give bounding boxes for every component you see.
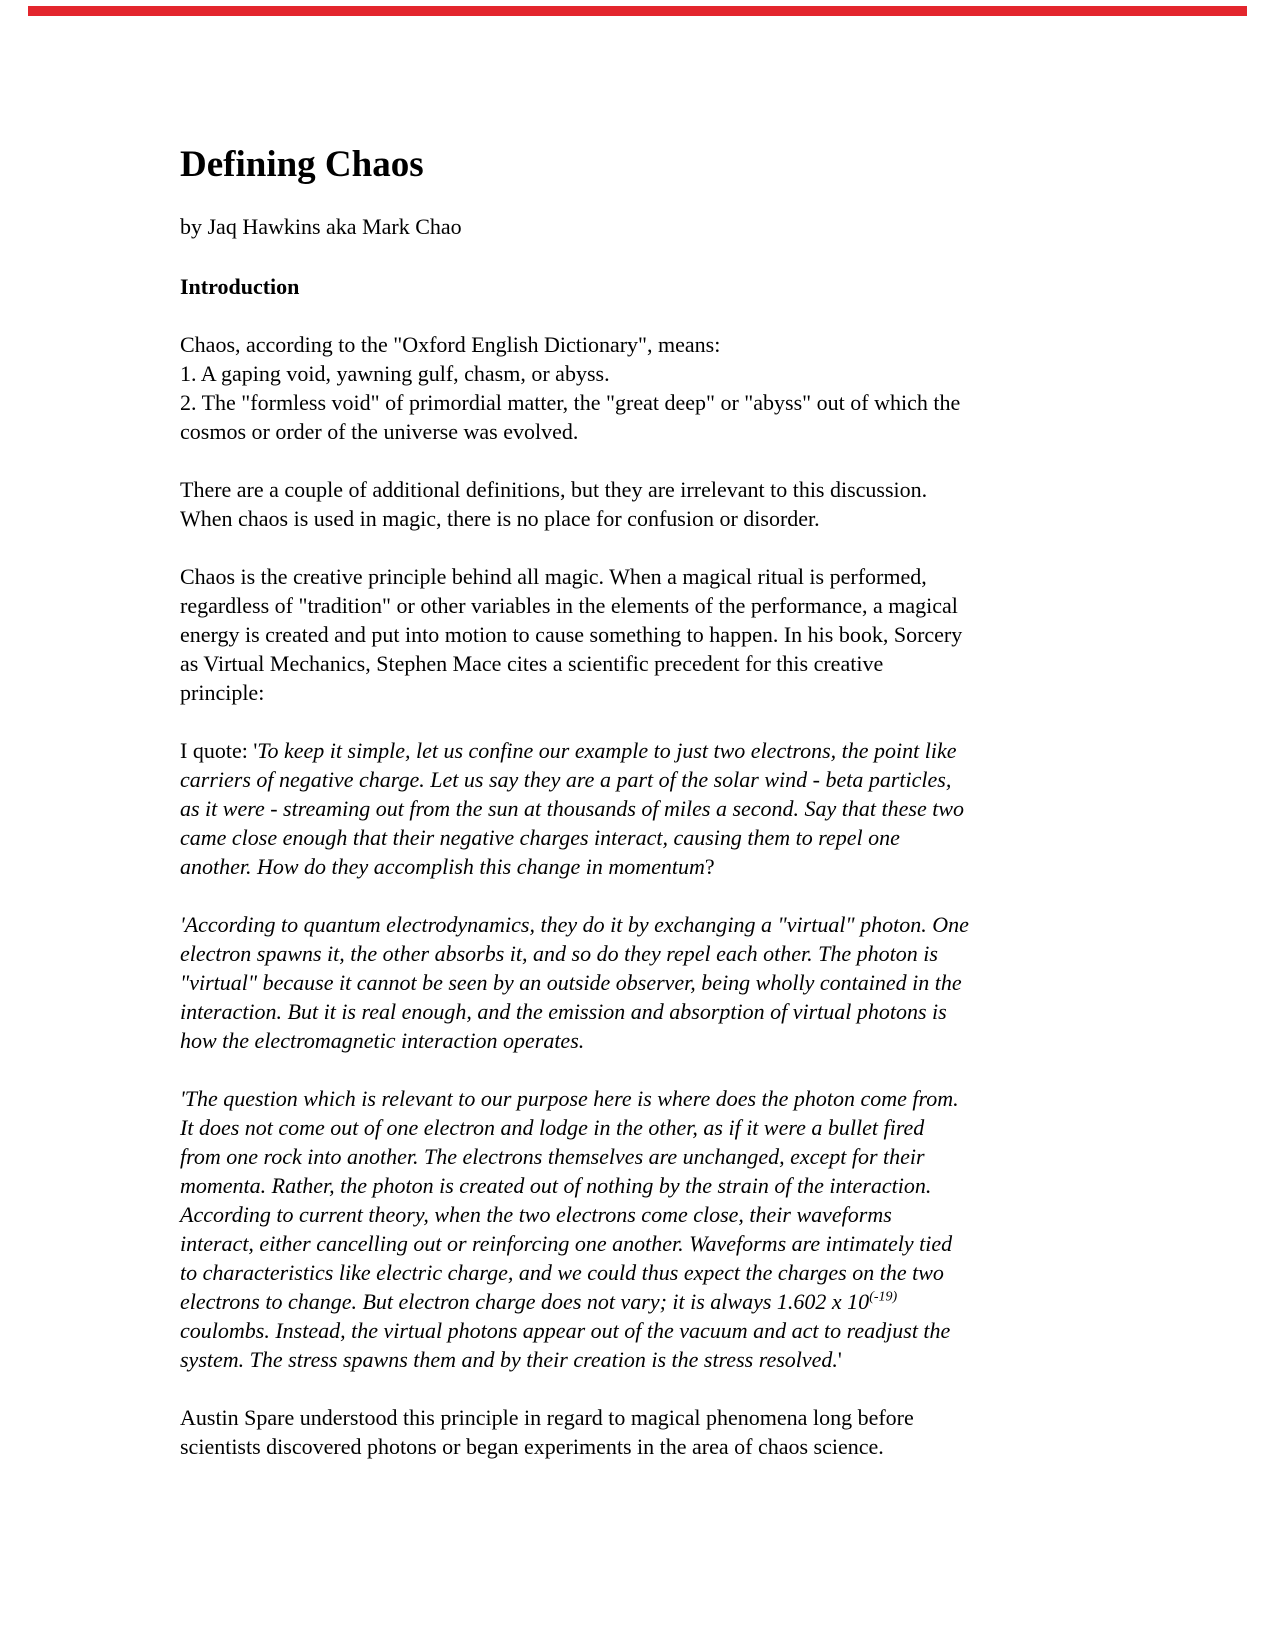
paragraph: Chaos, according to the "Oxford English Dictionary", means: 1. A gaping void, yawning gulf, chasm, or abyss. 2. The "formless void" of primordial matter, the "great deep" or "abyss" out of which the cosmos or order of the universe was evolved.	[180, 332, 961, 444]
paragraph: Chaos is the creative principle behind all magic. When a magical ritual is performed, regardless of "tradition" or other variables in the elements of the performance, a magical energy is created and put into motion to cause something to happen. In his book, Sorcery as Virtual Mechanics, Stephen Mace cites a scientific precedent for this creative principle:	[180, 564, 963, 705]
paragraph: 'According to quantum electrodynamics, they do it by exchanging a "virtual" photon. One electron spawns it, the other absorbs it, and so do they repel each other. The photon is "virtual" because it cannot be seen by an outside observer, being wholly contained in the interaction. But it is real enough, and the emission and absorption of virtual photons is how the electromagnetic interaction operates.	[180, 912, 969, 1053]
document-content	[180, 143, 1060, 1461]
document-body	[180, 330, 1060, 1461]
page-title: Defining Chaos	[180, 144, 424, 185]
paragraph: 'The question which is relevant to our purpose here is where does the photon come from. It does not come out of one electron and lodge in the other, as if it were a bullet fired from one rock into another. The electrons themselves are unchanged, except for their momenta. Rather, the photon is created out of nothing by the strain of the interaction. According to current theory, when the two electrons come close, their waveforms interact, either cancelling out or reinforcing one another. Waveforms are intimately tied to characteristics like electric charge, and we could thus expect the charges on the two electrons to change. But electron charge does not vary; it is always 1.602 x $10^{(-19)}$ coulombs. Instead, the virtual photons appear out of the vacuum and act to readjust the system. The stress spawns them and by their creation is the stress resolved.'	[180, 1086, 959, 1372]
top-red-bar	[28, 6, 1247, 16]
byline: by Jaq Hawkins aka Mark Chao	[180, 214, 462, 239]
section-heading: Introduction	[180, 274, 300, 299]
paragraph: Austin Spare understood this principle in regard to magical phenomena long before scientists discovered photons or began experiments in the area of chaos science.	[180, 1405, 914, 1459]
paragraph: I quote: 'To keep it simple, let us confine our example to just two electrons, the point like carriers of negative charge. Let us say they are a part of the solar wind - beta particles, as it were - streaming out from the sun at thousands of miles a second. Say that these two came close enough that their negative charges interact, causing them to repel one another. How do they accomplish this change in momentum?	[180, 738, 965, 879]
paragraph: There are a couple of additional definitions, but they are irrelevant to this discussion. When chaos is used in magic, there is no place for confusion or disorder.	[180, 477, 928, 531]
